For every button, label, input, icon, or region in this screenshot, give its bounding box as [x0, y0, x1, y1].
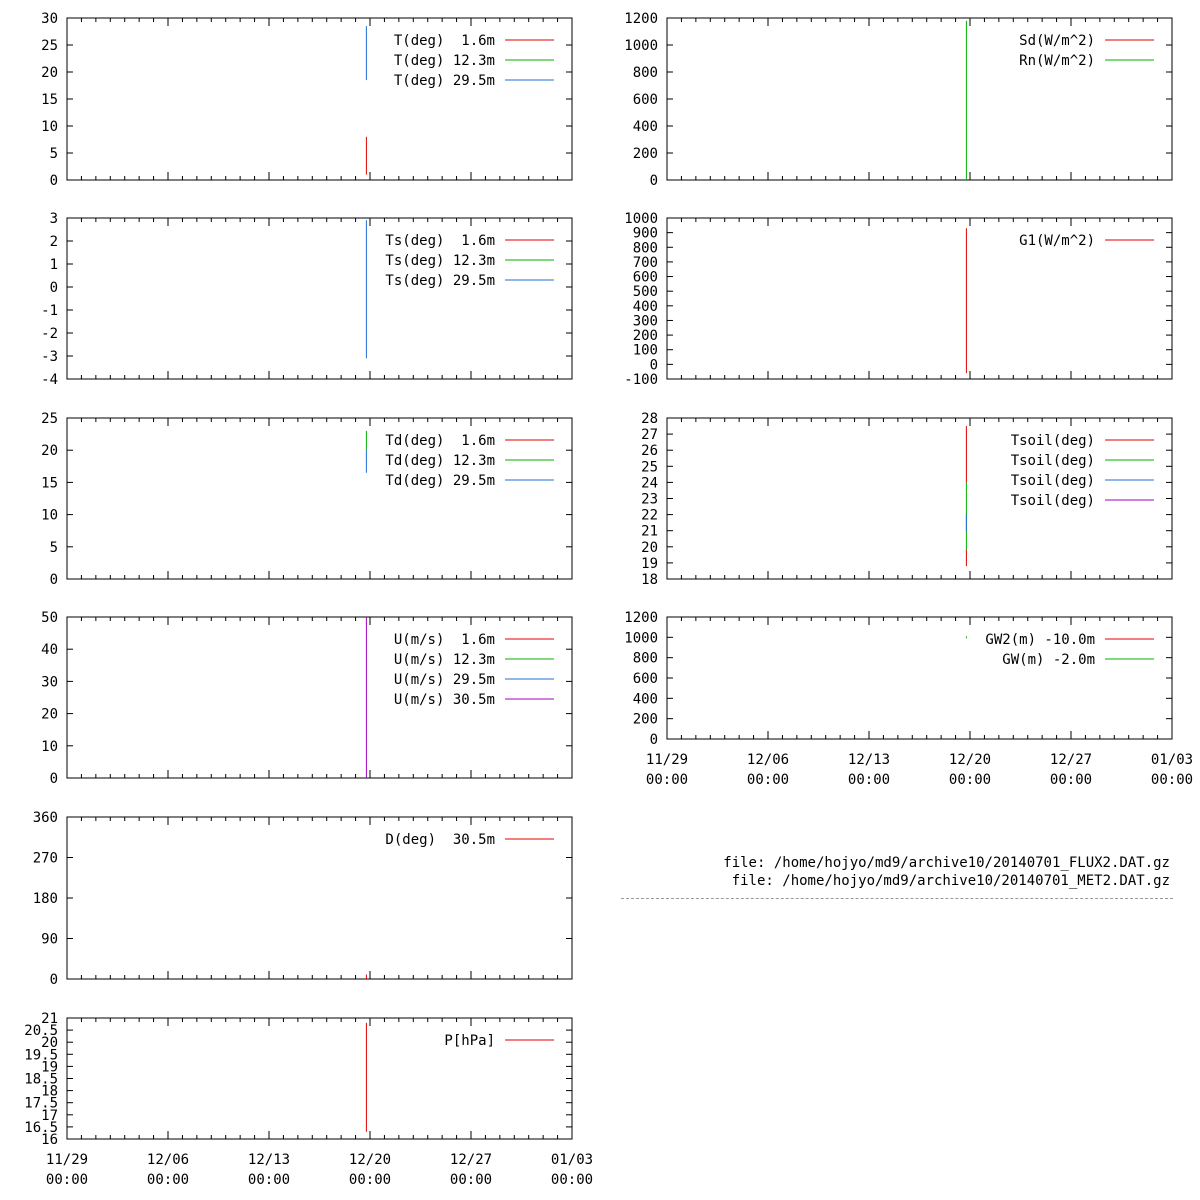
chart4-ytick-label: 10	[41, 507, 58, 524]
chart5-legend-label: Tsoil(deg)	[1010, 493, 1095, 509]
chart2-ytick-label: -3	[41, 349, 58, 365]
chart9-frame	[67, 1018, 572, 1139]
chart6-legend-label: U(m/s) 1.6m	[393, 632, 495, 648]
chart5-ytick-label: 21	[641, 523, 658, 540]
chart9-xtick-label-date: 12/20	[348, 1152, 392, 1168]
chart5-legend-label: Tsoil(deg)	[1010, 433, 1095, 449]
chart9-ytick-label: 16	[41, 1132, 58, 1148]
file-path-flux: file: /home/hojyo/md9/archive10/20140701_FLUX2.DAT.gz	[723, 855, 1170, 871]
chart1-ytick-label: 200	[632, 146, 658, 162]
chart9-ytick-label: 18.5	[24, 1071, 58, 1088]
chart4-ytick-label: 5	[49, 539, 58, 556]
chart5-ytick-label: 28	[641, 411, 658, 427]
chart4-legend-label: Td(deg) 29.5m	[385, 473, 495, 489]
chart0-ytick-label: 20	[41, 65, 58, 81]
chart6-ytick-label: 50	[41, 610, 58, 626]
chart4-legend-label: Td(deg) 12.3m	[385, 453, 495, 469]
chart6-legend-label: U(m/s) 29.5m	[393, 672, 495, 688]
chart2-ytick-label: 2	[49, 234, 58, 250]
chart7-ytick-label: 1000	[624, 630, 658, 647]
chart3-ytick-label: 1000	[624, 211, 658, 227]
chart1-ytick-label: 1200	[624, 11, 658, 27]
chart3-ytick-label: -100	[624, 372, 658, 388]
chart9-ytick-label: 21	[41, 1011, 58, 1027]
chart5-legend-label: Tsoil(deg)	[1010, 453, 1095, 469]
chart7-ytick-label: 1200	[624, 610, 658, 626]
chart9-xtick-label-date: 12/27	[449, 1152, 493, 1168]
chart2-ytick-label: 0	[49, 280, 58, 296]
chart9-ytick-label: 19.5	[24, 1047, 58, 1064]
chart9-ytick-label: 17	[41, 1107, 58, 1124]
chart5-legend-label: Tsoil(deg)	[1010, 473, 1095, 489]
chart0-ytick-label: 15	[41, 92, 58, 108]
chart5-ytick-label: 25	[641, 459, 658, 476]
chart7-xtick-label-time: 00:00	[645, 772, 689, 788]
chart7-ytick-label: 0	[649, 732, 658, 748]
chart7-xtick-label-time: 00:00	[948, 772, 992, 788]
chart6-ytick-label: 40	[41, 642, 58, 659]
chart0-legend-label: T(deg) 29.5m	[393, 73, 495, 89]
chart9-xtick-label-time: 00:00	[45, 1172, 89, 1188]
chart8-ytick-label: 270	[32, 850, 58, 867]
chart7-ytick-label: 400	[632, 691, 658, 708]
chart8-ytick-label: 360	[32, 810, 58, 826]
chart7-xtick-label-date: 12/06	[746, 752, 790, 768]
chart7-legend-label: GW(m) -2.0m	[1002, 652, 1095, 668]
chart0-ytick-label: 30	[41, 11, 58, 27]
chart5-ytick-label: 24	[641, 475, 658, 492]
chart0-ytick-label: 5	[49, 146, 58, 162]
chart9-ytick-label: 18	[41, 1083, 58, 1100]
chart6-ytick-label: 10	[41, 738, 58, 755]
chart7-xtick-label-time: 00:00	[1150, 772, 1194, 788]
chart9-xtick-label-date: 01/03	[550, 1152, 594, 1168]
chart6-ytick-label: 0	[49, 771, 58, 787]
chart3-ytick-label: 800	[632, 240, 658, 257]
chart9-xtick-label-time: 00:00	[348, 1172, 392, 1188]
chart0-ytick-label: 10	[41, 119, 58, 135]
chart9-xtick-label-date: 12/13	[247, 1152, 291, 1168]
chart5-ytick-label: 20	[641, 539, 658, 556]
chart2-ytick-label: 3	[49, 211, 58, 227]
chart3-ytick-label: 900	[632, 225, 658, 242]
chart3-ytick-label: 400	[632, 298, 658, 315]
chart7-ytick-label: 600	[632, 671, 658, 687]
chart7-ytick-label: 800	[632, 650, 658, 667]
chart0-ytick-label: 0	[49, 173, 58, 189]
chart5-ytick-label: 18	[641, 572, 658, 588]
chart9-xtick-label-time: 00:00	[247, 1172, 291, 1188]
chart2-frame	[67, 218, 572, 379]
chart2-legend-label: Ts(deg) 12.3m	[385, 253, 495, 269]
chart8-ytick-label: 0	[49, 972, 58, 988]
chart4-legend-label: Td(deg) 1.6m	[385, 433, 495, 449]
chart6-frame	[67, 617, 572, 778]
chart7-xtick-label-date: 11/29	[645, 752, 689, 768]
chart2-legend-label: Ts(deg) 1.6m	[385, 233, 495, 249]
file-info	[600, 854, 1170, 890]
chart3-ytick-label: 500	[632, 284, 658, 301]
chart0-ytick-label: 25	[41, 38, 58, 54]
chart3-frame	[667, 218, 1172, 379]
chart4-ytick-label: 25	[41, 411, 58, 427]
chart4-frame	[67, 418, 572, 579]
chart9-xtick-label-time: 00:00	[146, 1172, 190, 1188]
chart5-ytick-label: 19	[641, 555, 658, 572]
chart6-ytick-label: 30	[41, 674, 58, 691]
chart1-legend-label: Sd(W/m^2)	[1019, 33, 1095, 49]
chart7-xtick-label-date: 12/27	[1049, 752, 1093, 768]
file-path-met: file: /home/hojyo/md9/archive10/20140701_MET2.DAT.gz	[731, 873, 1170, 889]
chart3-ytick-label: 700	[632, 254, 658, 271]
chart9-ytick-label: 17.5	[24, 1095, 58, 1112]
chart5-frame	[667, 418, 1172, 579]
chart3-ytick-label: 200	[632, 328, 658, 345]
chart7-xtick-label-date: 12/13	[847, 752, 891, 768]
chart3-ytick-label: 100	[632, 342, 658, 359]
chart3-ytick-label: 600	[632, 269, 658, 286]
chart2-ytick-label: -4	[41, 372, 58, 388]
chart9-xtick-label-date: 11/29	[45, 1152, 89, 1168]
chart2-ytick-label: -2	[41, 326, 58, 342]
chart7-frame	[667, 617, 1172, 739]
chart9-xtick-label-time: 00:00	[550, 1172, 594, 1188]
chart4-ytick-label: 20	[41, 443, 58, 460]
chart1-legend-label: Rn(W/m^2)	[1019, 53, 1095, 69]
separator-line	[621, 898, 1173, 899]
chart5-ytick-label: 26	[641, 443, 658, 460]
chart6-legend-label: U(m/s) 30.5m	[393, 692, 495, 708]
chart9-ytick-label: 19	[41, 1059, 58, 1076]
chart2-ytick-label: 1	[49, 257, 58, 273]
chart7-legend-label: GW2(m) -10.0m	[985, 632, 1095, 648]
chart7-xtick-label-date: 12/20	[948, 752, 992, 768]
chart3-legend-label: G1(W/m^2)	[1019, 233, 1095, 249]
chart7-xtick-label-time: 00:00	[746, 772, 790, 788]
chart0-legend-label: T(deg) 12.3m	[393, 53, 495, 69]
chart7-ytick-label: 200	[632, 711, 658, 728]
chart0-frame	[67, 18, 572, 180]
chart9-legend-label: P[hPa]	[444, 1033, 495, 1049]
chart1-ytick-label: 400	[632, 119, 658, 135]
chart8-ytick-label: 90	[41, 931, 58, 948]
chart1-ytick-label: 1000	[624, 38, 658, 54]
chart1-ytick-label: 600	[632, 92, 658, 108]
chart8-legend-label: D(deg) 30.5m	[385, 832, 495, 848]
chart9-ytick-label: 20.5	[24, 1023, 58, 1040]
chart9-xtick-label-date: 12/06	[146, 1152, 190, 1168]
chart7-xtick-label-time: 00:00	[847, 772, 891, 788]
chart3-ytick-label: 300	[632, 313, 658, 330]
chart0-legend-label: T(deg) 1.6m	[393, 33, 495, 49]
chart1-frame	[667, 18, 1172, 180]
chart9-xtick-label-time: 00:00	[449, 1172, 493, 1188]
chart8-ytick-label: 180	[32, 891, 58, 907]
chart4-ytick-label: 15	[41, 475, 58, 492]
chart2-legend-label: Ts(deg) 29.5m	[385, 273, 495, 289]
chart3-ytick-label: 0	[649, 357, 658, 374]
chart7-xtick-label-time: 00:00	[1049, 772, 1093, 788]
chart4-ytick-label: 0	[49, 572, 58, 588]
chart2-ytick-label: -1	[41, 303, 58, 319]
chart6-ytick-label: 20	[41, 706, 58, 723]
chart8-frame	[67, 817, 572, 979]
chart5-ytick-label: 27	[641, 427, 658, 444]
chart7-xtick-label-date: 01/03	[1150, 752, 1194, 768]
chart1-ytick-label: 800	[632, 65, 658, 81]
chart5-ytick-label: 22	[641, 507, 658, 524]
chart5-ytick-label: 23	[641, 491, 658, 508]
chart9-ytick-label: 16.5	[24, 1119, 58, 1136]
chart1-ytick-label: 0	[649, 173, 658, 189]
chart6-legend-label: U(m/s) 12.3m	[393, 652, 495, 668]
chart9-ytick-label: 20	[41, 1035, 58, 1052]
